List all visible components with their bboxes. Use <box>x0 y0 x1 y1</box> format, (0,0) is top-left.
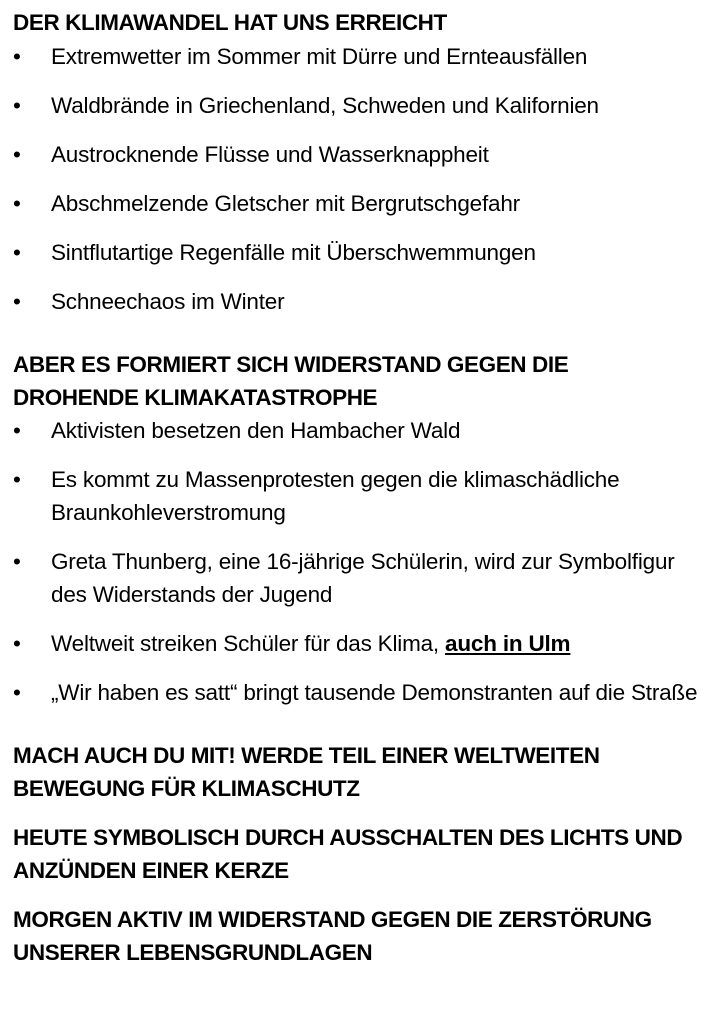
list-item: • Es kommt zu Massenprotesten gegen die klimaschädliche Braunkohleverstromung <box>13 463 713 529</box>
list-item: • Austrocknende Flüsse und Wasserknappheit <box>13 138 713 171</box>
list-item: • Weltweit streiken Schüler für das Klima, auch in Ulm <box>13 627 713 660</box>
bullet-icon: • <box>13 44 21 69</box>
ulm-link[interactable]: auch in Ulm <box>445 631 571 656</box>
climate-impacts-list <box>13 40 713 318</box>
list-item: • Schneechaos im Winter <box>13 285 713 318</box>
callout-line: BEWEGUNG FÜR KLIMASCHUTZ <box>13 776 360 801</box>
list-item: • Waldbrände in Griechenland, Schweden und Kalifornien <box>13 89 713 122</box>
list-item: • „Wir haben es satt“ bringt tausende Demonstranten auf die Straße <box>13 676 713 709</box>
bullet-icon: • <box>13 142 21 167</box>
callout-line: MACH AUCH DU MIT! WERDE TEIL EINER WELTWEITEN <box>13 743 600 768</box>
flyer-document <box>13 6 713 985</box>
callout-line: UNSERER LEBENSGRUNDLAGEN <box>13 940 373 965</box>
bullet-icon: • <box>13 240 21 265</box>
bullet-icon: • <box>13 631 21 656</box>
bullet-icon: • <box>13 93 21 118</box>
bullet-icon: • <box>13 467 21 492</box>
bullet-icon: • <box>13 289 21 314</box>
callout-active-resistance <box>13 903 713 969</box>
section-heading-climate-change: DER KLIMAWANDEL HAT UNS ERREICHT <box>13 10 447 35</box>
list-item: • Aktivisten besetzen den Hambacher Wald <box>13 414 713 447</box>
callout-line: HEUTE SYMBOLISCH DURCH AUSSCHALTEN DES LICHTS UND <box>13 825 683 850</box>
bullet-icon: • <box>13 191 21 216</box>
list-item: • Extremwetter im Sommer mit Dürre und Ernteausfällen <box>13 40 713 73</box>
bullet-icon: • <box>13 680 21 705</box>
bullet-icon: • <box>13 418 21 443</box>
heading-line: ABER ES FORMIERT SICH WIDERSTAND GEGEN DIE <box>13 352 569 377</box>
callout-symbolic-candle <box>13 821 713 887</box>
callout-join-movement <box>13 739 713 805</box>
heading-line: DROHENDE KLIMAKATASTROPHE <box>13 385 378 410</box>
callout-line: MORGEN AKTIV IM WIDERSTAND GEGEN DIE ZERSTÖRUNG <box>13 907 652 932</box>
list-item: • Greta Thunberg, eine 16-jährige Schülerin, wird zur Symbolfigur des Widerstands der Jugend <box>13 545 713 611</box>
bullet-icon: • <box>13 549 21 574</box>
list-item: • Abschmelzende Gletscher mit Bergrutschgefahr <box>13 187 713 220</box>
section-heading-resistance <box>13 348 713 414</box>
callout-line: ANZÜNDEN EINER KERZE <box>13 858 289 883</box>
resistance-list <box>13 414 713 709</box>
list-item: • Sintflutartige Regenfälle mit Überschwemmungen <box>13 236 713 269</box>
